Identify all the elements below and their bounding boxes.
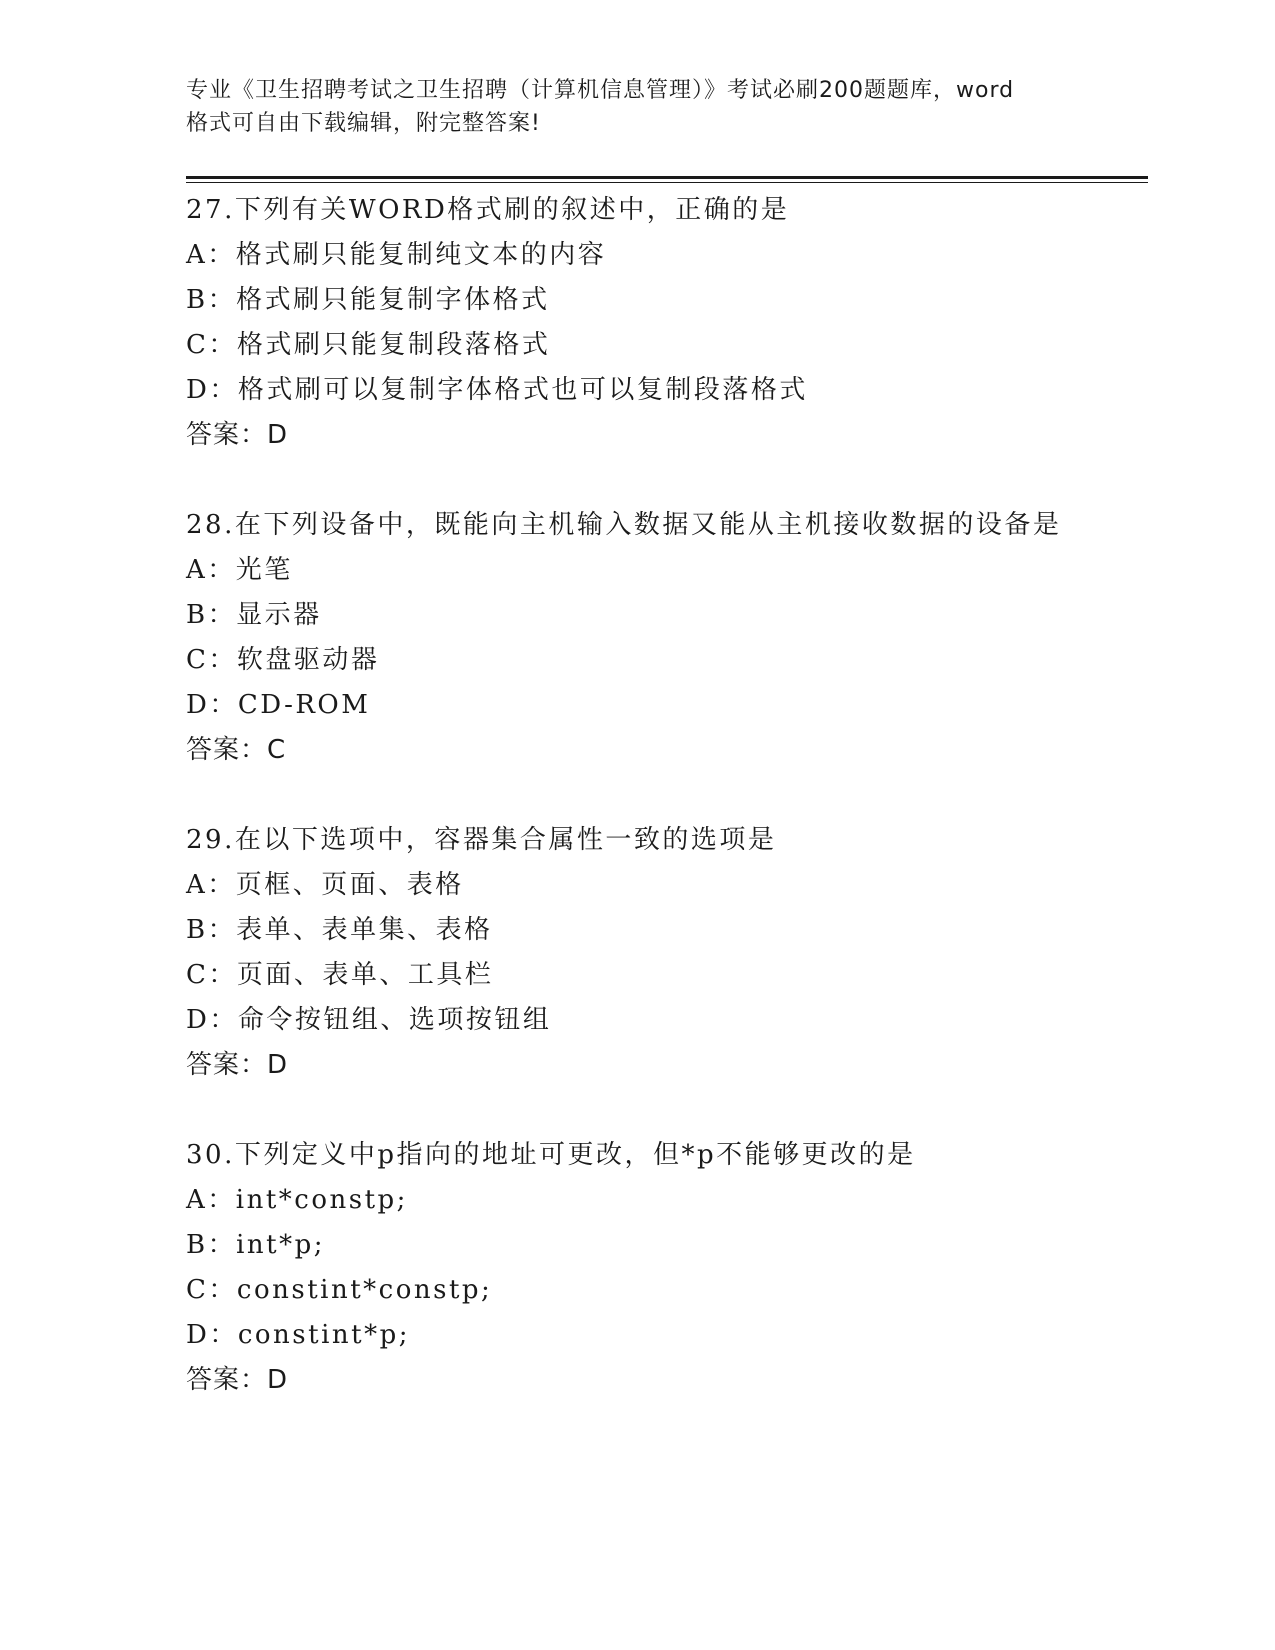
header-line-2: 格式可自由下载编辑，附完整答案! xyxy=(186,111,541,136)
answer-line: 答案：C xyxy=(186,735,287,765)
option-a: A：int*constp; xyxy=(186,1185,408,1215)
option-c: C：constint*constp; xyxy=(186,1275,493,1305)
header-line-1: 专业《卫生招聘考试之卫生招聘（计算机信息管理）》考试必刷200题题库，word xyxy=(186,78,1015,103)
header-divider-thick xyxy=(186,176,1148,179)
option-b: B：格式刷只能复制字体格式 xyxy=(186,285,550,315)
question-stem: 28.在下列设备中，既能向主机输入数据又能从主机接收数据的设备是 xyxy=(186,510,1062,540)
question-stem: 29.在以下选项中，容器集合属性一致的选项是 xyxy=(186,825,777,855)
option-c: C：软盘驱动器 xyxy=(186,645,380,675)
question-stem: 27.下列有关WORD格式刷的叙述中，正确的是 xyxy=(186,195,790,225)
option-b: B：显示器 xyxy=(186,600,322,630)
document-header xyxy=(186,74,1086,140)
question-29 xyxy=(186,818,1146,1088)
option-b: B：表单、表单集、表格 xyxy=(186,915,493,945)
option-a: A：格式刷只能复制纯文本的内容 xyxy=(186,240,607,270)
answer-line: 答案：D xyxy=(186,1050,289,1080)
option-a: A：页框、页面、表格 xyxy=(186,870,464,900)
option-d: D：命令按钮组、选项按钮组 xyxy=(186,1005,552,1035)
option-c: C：页面、表单、工具栏 xyxy=(186,960,494,990)
option-c: C：格式刷只能复制段落格式 xyxy=(186,330,551,360)
option-d: D：CD-ROM xyxy=(186,690,371,720)
answer-line: 答案：D xyxy=(186,1365,289,1395)
header-divider-thin xyxy=(186,182,1148,183)
answer-line: 答案：D xyxy=(186,420,289,450)
question-28 xyxy=(186,503,1146,773)
option-b: B：int*p; xyxy=(186,1230,326,1260)
question-30 xyxy=(186,1133,1146,1403)
option-d: D：constint*p; xyxy=(186,1320,411,1350)
question-27 xyxy=(186,188,1146,458)
option-d: D：格式刷可以复制字体格式也可以复制段落格式 xyxy=(186,375,808,405)
option-a: A：光笔 xyxy=(186,555,293,585)
question-stem: 30.下列定义中p指向的地址可更改，但*p不能够更改的是 xyxy=(186,1140,916,1170)
